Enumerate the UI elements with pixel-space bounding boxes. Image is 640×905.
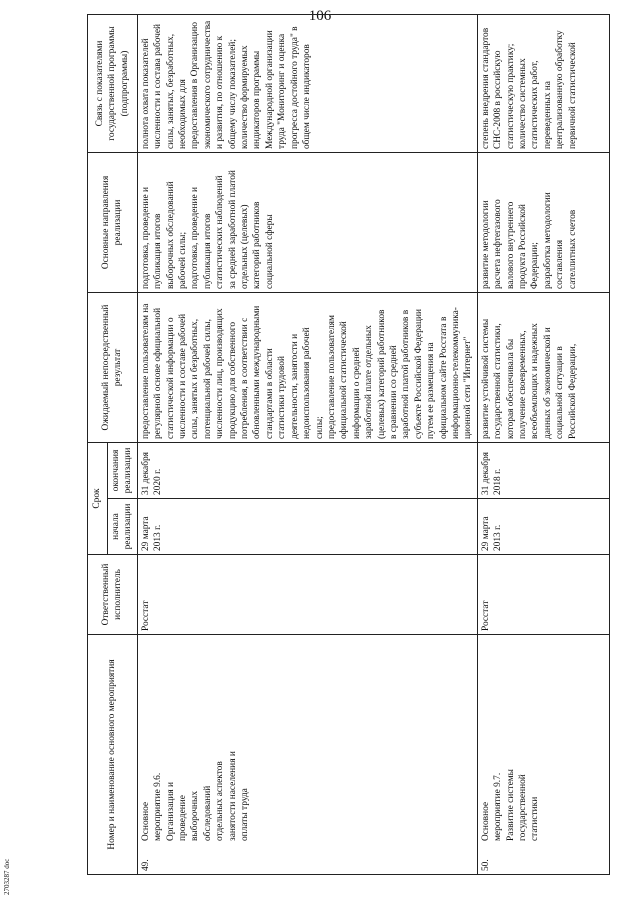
footer-document-ref: 2703287 doc: [3, 858, 11, 895]
cell-directions: подготовка, проведение и публикация итогов выборочных обследований рабочей силы; подготовка, проведение и публикация итогов статистических наблюдений за средней заработной платой отдельных (целевых) категорий работников социальной сферы: [137, 153, 477, 293]
header-term: Срок: [88, 443, 108, 555]
header-executor: Ответственный исполнитель: [88, 555, 138, 635]
cell-executor: Росстат: [137, 555, 477, 635]
cell-result: предоставление пользователям на регулярной основе официальной статистической информации о численности и составе рабочей силы, занятых и безработных, потенциальной рабочей силы, численности лиц, производящих продукцию для собственного потребления, в соответствии с обновленными международными стандартами в области статистики трудовой деятельности, занятости и недоиспользования рабочей силы; предоставление пользователям официальной статистической информации о средней заработной плате отдельных (целевых) категорий работников в сравнении со средней заработной платой работников в субъекте Российской Федерации путем ее размещения на официальном сайте Росстата в информационно-телекоммуника- ционной сети "Интернет": [137, 293, 477, 443]
cell-directions: развитие методологии расчета нефтегазового валового внутреннего продукта Российской Федерации; разработка методологии составления сателлитных счетов: [477, 153, 609, 293]
cell-indicator-link: полнота охвата показателей численности и состава рабочей силы, занятых, безработных, необходимых для предоставления в Организацию экономического сотрудничества и развития, по отношению к общему числу показателей; количество формируемых индикаторов программы Международной организации труда "Мониторинг и оценка прогресса достойного труда" в общем числе индикаторов: [137, 15, 477, 153]
page-number: 106: [308, 8, 332, 24]
cell-executor: Росстат: [477, 555, 609, 635]
cell-num-name: [477, 635, 609, 875]
cell-end-date: 31 декабря 2020 г.: [137, 443, 477, 499]
table-header-row: [88, 15, 108, 875]
cell-indicator-link: степень внедрения стандартов СНС-2008 в российскую статистическую практику; количество системных статистических работ, переведенных на централизованную обработку первичной статистической: [477, 15, 609, 153]
rotated-table-container: [87, 15, 597, 875]
header-directions: Основные направления реализации: [88, 153, 138, 293]
cell-result: развитие устойчивой системы государственной статистики, которая обеспечивала бы получение своевременных, всеобъемлющих и надежных данных об экономической и социальной ситуации в Российской Федерации,: [477, 293, 609, 443]
table-row: [477, 15, 609, 875]
table-row: [137, 15, 477, 875]
header-num-name: Номер и наименование основного мероприятия: [88, 635, 138, 875]
row-number: 50.: [480, 859, 491, 871]
program-measures-table: [87, 14, 610, 875]
measure-name: Основное мероприятие 9.7. Развитие системы государственной статистики: [480, 769, 541, 841]
header-term-start: начала реализации: [108, 499, 138, 555]
header-result: Ожидаемый непосредственный результат: [88, 293, 138, 443]
cell-start-date: 29 марта 2013 г.: [477, 499, 609, 555]
header-term-end: окончания реализации: [108, 443, 138, 499]
row-number: 49.: [140, 859, 151, 871]
measure-name: Основное мероприятие 9.6. Организация и проведение выборочных обследований отдельных аспектов занятости населения и оплаты труда: [140, 751, 251, 841]
header-link: Связь с показателями государственной программы (подпрограммы): [88, 15, 138, 153]
cell-start-date: 29 марта 2013 г.: [137, 499, 477, 555]
cell-num-name: [137, 635, 477, 875]
cell-end-date: 31 декабря 2018 г.: [477, 443, 609, 499]
